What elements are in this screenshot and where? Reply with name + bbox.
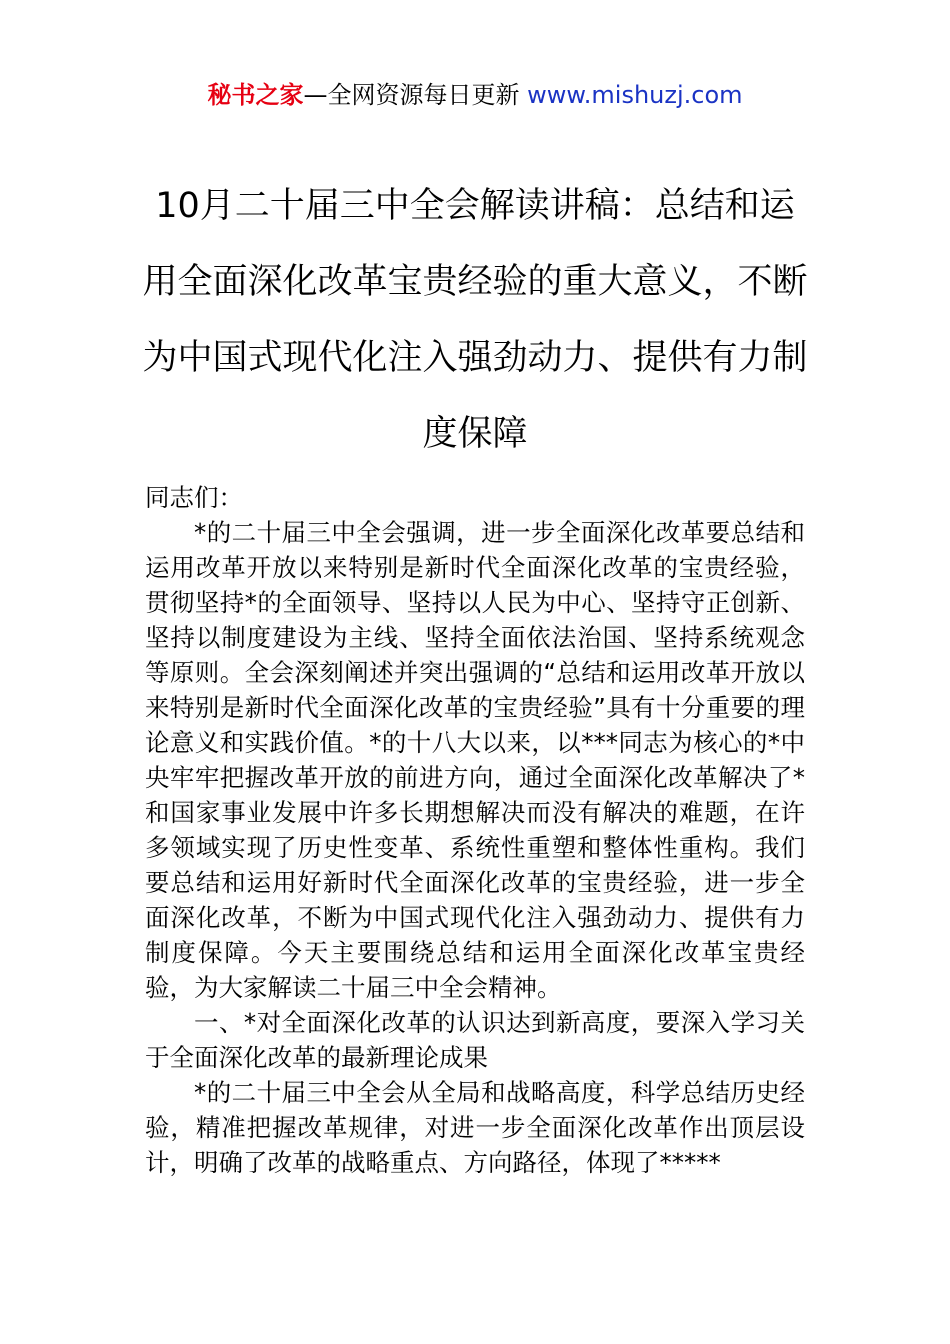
site-url[interactable]: www.mishuzj.com <box>527 81 743 109</box>
salutation: 同志们： <box>145 483 243 512</box>
document-title: 10月二十届三中全会解读讲稿：总结和运用全面深化改革宝贵经验的重大意义，不断为中国式现代化注入强劲动力、提供有力制度保障 <box>142 186 808 454</box>
header-tagline: —全网资源每日更新 <box>303 81 528 109</box>
document-body <box>145 480 805 1180</box>
paragraph-section-1: *的二十届三中全会从全局和战略高度，科学总结历史经验，精准把握改革规律，对进一步全面深化改革作出顶层设计，明确了改革的战略重点、方向路径，体现了***** <box>145 1078 805 1177</box>
section-heading-1: 一、*对全面深化改革的认识达到新高度，要深入学习关于全面深化改革的最新理论成果 <box>145 1008 805 1072</box>
paragraph-intro: *的二十届三中全会强调，进一步全面深化改革要总结和运用改革开放以来特别是新时代全面深化改革的宝贵经验，贯彻坚持*的全面领导、坚持以人民为中心、坚持守正创新、坚持以制度建设为主线、坚持全面依法治国、坚持系统观念等原则。全会深刻阐述并突出强调的“总结和运用改革开放以来特别是新时代全面深化改革的宝贵经验”具有十分重要的理论意义和实践价值。*的十八大以来，以***同志为核心的*中央牢牢把握改革开放的前进方向，通过全面深化改革解决了*和国家事业发展中许多长期想解决而没有解决的难题，在许多领域实现了历史性变革、系统性重塑和整体性重构。我们要总结和运用好新时代全面深化改革的宝贵经验，进一步全面深化改革，不断为中国式现代化注入强劲动力、提供有力制度保障。今天主要围绕总结和运用全面深化改革宝贵经验，为大家解读二十届三中全会精神。 <box>145 518 805 1002</box>
site-header <box>0 78 950 112</box>
brand-name: 秘书之家 <box>207 81 304 109</box>
